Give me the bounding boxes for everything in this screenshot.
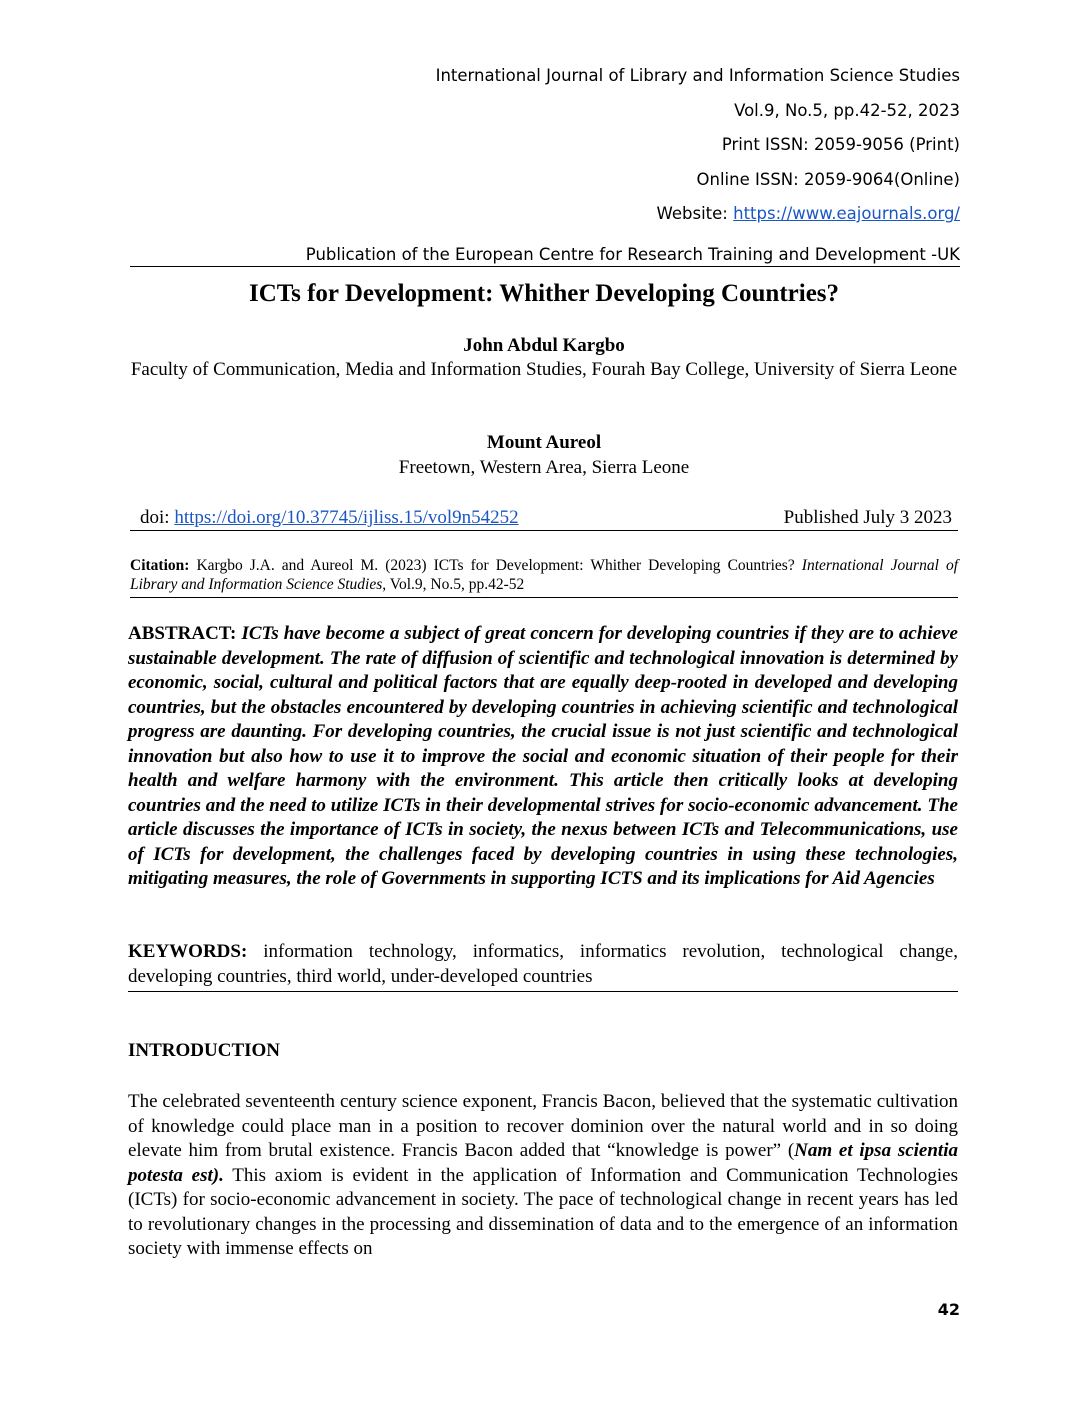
online-issn: Online ISSN: 2059-9064(Online) xyxy=(696,169,960,189)
abstract xyxy=(128,622,958,892)
paper-title: ICTs for Development: Whither Developing Countries? xyxy=(248,280,840,307)
doi-row xyxy=(130,506,958,531)
published-date: Published July 3 2023 xyxy=(783,507,952,528)
citation xyxy=(130,556,958,598)
abstract-label: ABSTRACT: xyxy=(128,623,242,644)
doi-link[interactable]: https://doi.org/10.37745/ijliss.15/vol9n54252 xyxy=(174,507,519,528)
keywords-label: KEYWORDS: xyxy=(128,941,264,962)
citation-label: Citation: xyxy=(130,557,190,574)
citation-text: Kargbo J.A. and Aureol M. (2023) ICTs for Development: Whither Developing Countries? xyxy=(189,557,802,574)
website-line xyxy=(0,200,960,235)
intro-text-b: This axiom is evident in the application of Information and Communication Technologies (ICTs) for socio-economic advancement in society. The pace of technological change in recent years has led to revolutionary changes in the processing and dissemination of data and to the emergence of an information society with immense effects on xyxy=(128,1164,958,1259)
citation-tail: , Vol.9, No.5, pp.42-52 xyxy=(382,576,525,593)
journal-volume: Vol.9, No.5, pp.42-52, 2023 xyxy=(734,100,960,120)
author-affiliation-2: Freetown, Western Area, Sierra Leone xyxy=(398,457,690,478)
journal-name: International Journal of Library and Information Science Studies xyxy=(435,66,960,85)
doi-label: doi: xyxy=(140,507,175,528)
abstract-text: ICTs have become a subject of great concern for developing countries if they are to achieve sustainable development. The rate of diffusion of scientific and technological innovation is determined by economic, social, cultural and political factors that are equally deep-rooted in developed and developing countries, but the obstacles encountered by developing countries in achieving scientific and technological progress are daunting. For developing countries, the crucial issue is not just scientific and technological innovation but also how to use it to improve the social and economic situation of their people for their health and welfare harmony with the environment. This article then critically looks at developing countries and the need to utilize ICTs in their developmental strives for socio-economic advancement. The article discusses the importance of ICTs in society, the nexus between ICTs and Telecommunications, use of ICTs for development, the challenges faced by developing countries in using these technologies, mitigating measures, the role of Governments in supporting ICTS and its implications for Aid Agencies xyxy=(128,623,958,889)
intro-text-a: The celebrated seventeenth century science exponent, Francis Bacon, believed that the systematic cultivation of knowledge could place man in a position to recover dominion over the natural world and in so doing elevate him from brutal existence. Francis Bacon added that “knowledge is power” ( xyxy=(128,1091,958,1161)
author-name-2: Mount Aureol xyxy=(486,432,602,453)
doi xyxy=(140,506,519,530)
publisher-line: Publication of the European Centre for Research Training and Development -UK xyxy=(130,244,960,267)
intro-latin-quote: Nam et ipsa scientia potesta est). xyxy=(128,1140,958,1186)
author-affiliation-1: Faculty of Communication, Media and Information Studies, Fourah Bay College, University of Sierra Leone xyxy=(130,359,958,380)
keywords xyxy=(128,940,958,992)
page-number: 42 xyxy=(937,1300,960,1319)
print-issn: Print ISSN: 2059-9056 (Print) xyxy=(721,135,960,154)
website-link[interactable]: https://www.eajournals.org/ xyxy=(733,204,960,223)
journal-header xyxy=(0,62,960,264)
author-name-1: John Abdul Kargbo xyxy=(463,335,625,356)
citation-journal: International Journal of Library and Information Science Studies xyxy=(130,557,959,593)
keywords-text: information technology, informatics, informatics revolution, technological change, developing countries, third world, under-developed countries xyxy=(128,941,958,987)
introduction-heading: INTRODUCTION xyxy=(128,1040,281,1061)
website-label: Website: xyxy=(656,204,734,223)
introduction-paragraph xyxy=(128,1090,958,1262)
